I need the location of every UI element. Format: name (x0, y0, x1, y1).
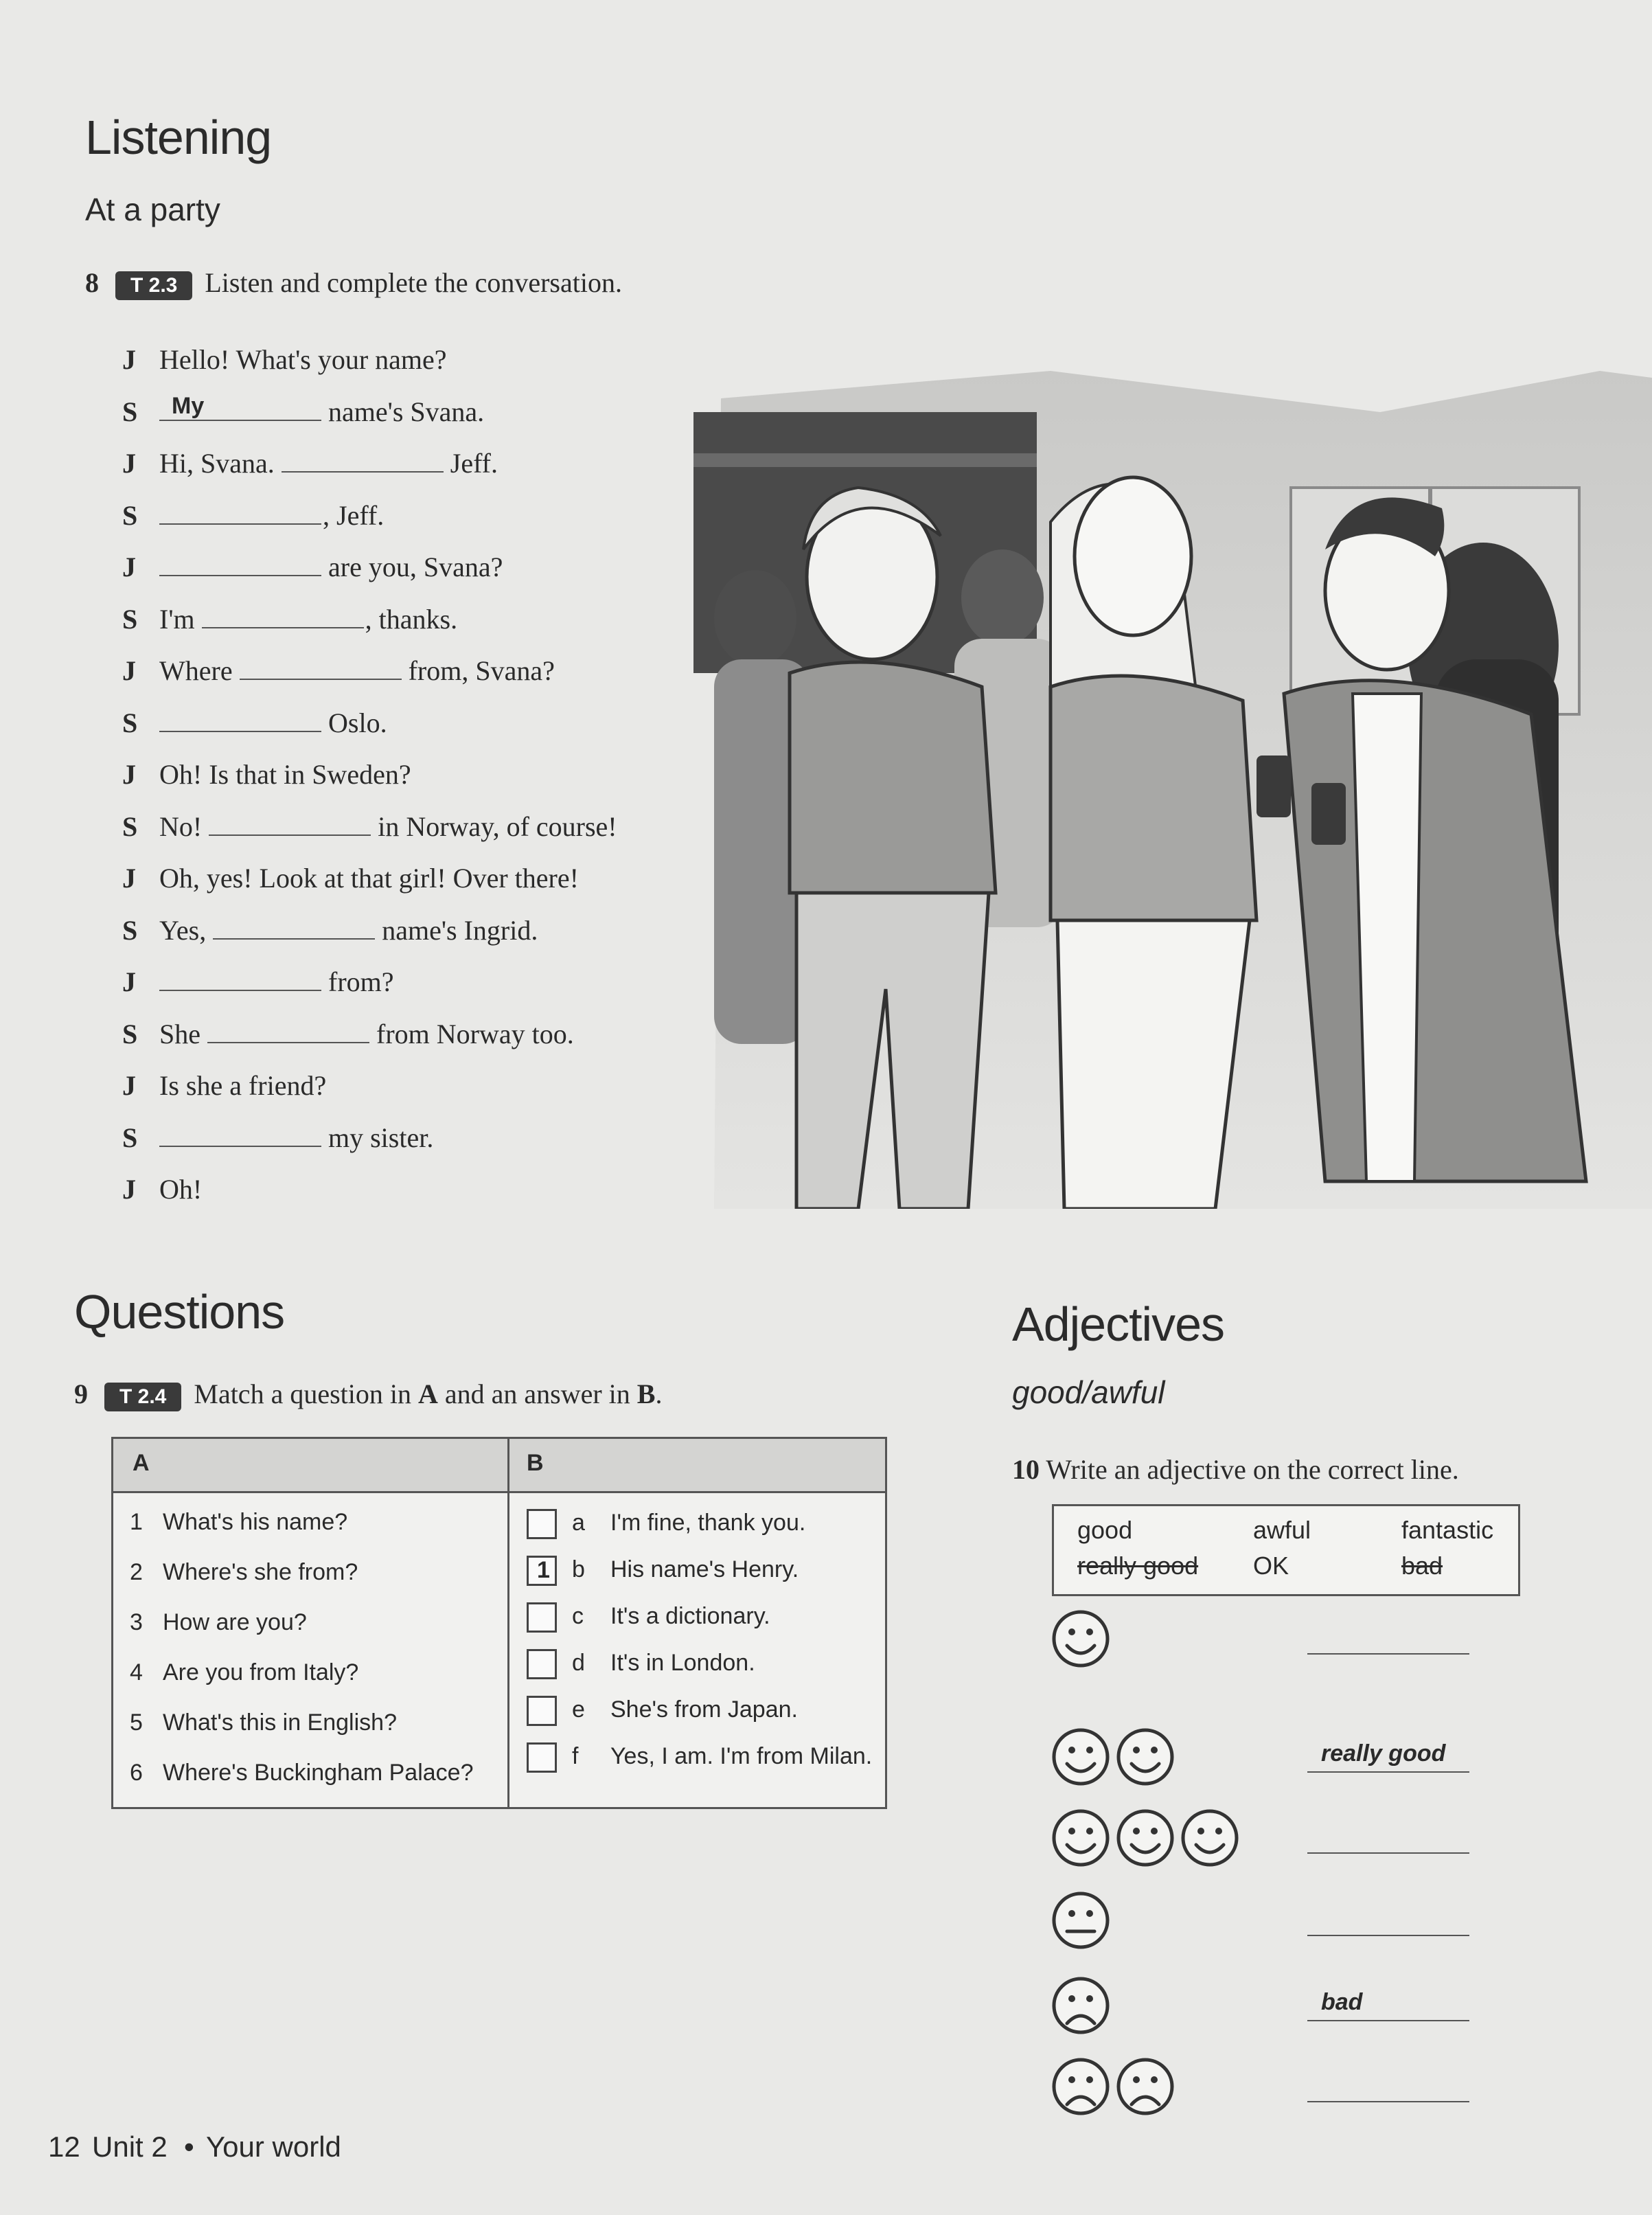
instruction-b: B (636, 1378, 656, 1409)
conversation-line (122, 551, 503, 583)
table-header (113, 1439, 885, 1493)
speaker-label: S (122, 396, 138, 427)
answer-blank[interactable] (209, 811, 371, 836)
match-table (111, 1437, 887, 1809)
conversation-line (122, 1018, 574, 1050)
conversation-line (122, 862, 579, 894)
conversation-line (122, 707, 387, 739)
speaker-label: S (122, 603, 138, 635)
conversation-line (122, 914, 538, 946)
question-text: What's this in English? (163, 1709, 397, 1736)
answer-letter: e (572, 1696, 585, 1723)
question-number: 2 (130, 1559, 143, 1585)
answer-item (527, 1742, 872, 1773)
speaker-label: S (122, 707, 138, 738)
answer-letter: f (572, 1742, 579, 1769)
line-text: Oh! Is that in Sweden? (159, 759, 411, 790)
smile-face-icon (1052, 1610, 1116, 1668)
track-badge[interactable]: T 2.4 (104, 1383, 181, 1411)
answer-blank[interactable] (159, 966, 321, 991)
word-really-good: really good (1077, 1552, 1199, 1580)
word-box (1052, 1504, 1520, 1596)
question-item (130, 1509, 347, 1536)
answer-blank[interactable] (159, 500, 321, 525)
speaker-label: J (122, 655, 136, 686)
question-text: Where's she from? (163, 1559, 358, 1585)
question-number: 6 (130, 1760, 143, 1786)
handwritten-answer: My (172, 392, 205, 419)
answer-text: Yes, I am. I'm from Milan. (610, 1742, 873, 1769)
box-value: 1 (537, 1557, 550, 1583)
exercise-10-instruction (1012, 1453, 1459, 1486)
conversation-line (122, 447, 498, 479)
line-text: name's Ingrid. (382, 914, 538, 946)
line-text: Hello! What's your name? (159, 344, 447, 375)
line-text: , Jeff. (323, 499, 385, 531)
answer-blank[interactable] (159, 392, 321, 421)
answer-blank[interactable] (202, 604, 364, 628)
speaker-label: J (122, 759, 136, 790)
answer-blank[interactable] (213, 915, 375, 940)
neutral-face-icon (1052, 1892, 1116, 1949)
question-number: 3 (130, 1609, 143, 1635)
column-a-header: A (133, 1450, 150, 1476)
speaker-label: S (122, 1122, 138, 1153)
question-text: How are you? (163, 1609, 307, 1635)
adjectives-subheading: good/awful (1012, 1374, 1165, 1410)
instruction-text: . (655, 1378, 663, 1409)
instruction-text: Listen and complete the conversation. (205, 267, 622, 298)
sad-face-icon (1052, 2058, 1181, 2115)
speaker-label: J (122, 1070, 136, 1101)
line-text: from Norway too. (376, 1018, 574, 1049)
line-text: Where (159, 655, 233, 686)
word-awful: awful (1253, 1516, 1311, 1544)
conversation-line (122, 603, 457, 635)
answer-item (527, 1556, 799, 1586)
answer-blank[interactable] (159, 552, 321, 576)
conversation-line (122, 499, 384, 532)
answer-text: His name's Henry. (610, 1556, 799, 1582)
unit-label: Unit 2 (92, 2131, 168, 2163)
word-bad: bad (1401, 1552, 1443, 1580)
answer-checkbox[interactable] (527, 1696, 557, 1726)
question-item (130, 1709, 397, 1736)
instruction-text: Write an adjective on the correct line. (1046, 1454, 1459, 1485)
line-text: from? (328, 966, 394, 997)
smile-face-icon (1052, 1728, 1181, 1786)
footer-bullet: • (184, 2131, 194, 2163)
answer-item (527, 1649, 755, 1679)
answer-blank[interactable] (159, 707, 321, 732)
answer-text: It's in London. (610, 1649, 755, 1676)
party-illustration (693, 371, 1652, 1209)
adjective-answer-line[interactable] (1307, 1652, 1469, 1655)
answer-checkbox[interactable] (527, 1602, 557, 1633)
adjective-answer-line[interactable] (1307, 1852, 1469, 1854)
answer-checkbox[interactable] (527, 1509, 557, 1539)
line-text: Oh! (159, 1174, 203, 1205)
conversation-line (122, 1069, 326, 1102)
answer-blank[interactable] (240, 655, 402, 680)
column-b-header: B (527, 1450, 544, 1476)
line-text: Oslo. (328, 707, 387, 738)
unit-title: Your world (206, 2131, 341, 2163)
instruction-text: and an answer in (437, 1378, 637, 1409)
answer-item (527, 1602, 770, 1633)
adjective-answer-line[interactable] (1307, 1740, 1469, 1773)
answer-text: She's from Japan. (610, 1696, 798, 1723)
speaker-label: J (122, 966, 136, 997)
exercise-number: 10 (1012, 1454, 1040, 1485)
line-text: No! (159, 810, 203, 842)
line-text: Oh, yes! Look at that girl! Over there! (159, 863, 579, 894)
line-text: from, Svana? (408, 655, 555, 686)
exercise-9-instruction (74, 1378, 662, 1411)
conversation-line (122, 810, 617, 843)
answer-checkbox[interactable] (527, 1742, 557, 1773)
answer-letter: c (572, 1602, 584, 1629)
question-text: Where's Buckingham Palace? (163, 1760, 474, 1786)
speaker-label: S (122, 499, 138, 531)
exercise-number: 8 (85, 267, 99, 298)
answer-letter: b (572, 1556, 585, 1582)
instruction-a: A (417, 1378, 438, 1409)
line-text: are you, Svana? (328, 552, 503, 582)
speaker-label: S (122, 914, 138, 946)
answer-checkbox[interactable] (527, 1556, 557, 1586)
question-item (130, 1559, 358, 1586)
conversation-line (122, 343, 447, 376)
question-number: 5 (130, 1709, 143, 1736)
track-badge[interactable]: T 2.3 (115, 271, 192, 300)
instruction-text: Match a question in (194, 1378, 418, 1409)
word-fantastic: fantastic (1401, 1516, 1494, 1544)
adjective-answer-line[interactable] (1307, 1989, 1469, 2021)
answer-blank[interactable] (159, 1122, 321, 1147)
line-text: my sister. (328, 1122, 434, 1153)
answer-checkbox[interactable] (527, 1649, 557, 1679)
answer-item (527, 1509, 805, 1539)
line-text: I'm (159, 603, 195, 635)
question-item (130, 1609, 307, 1636)
speaker-label: J (122, 1174, 136, 1205)
answer-blank[interactable] (207, 1019, 369, 1043)
conversation-line (122, 392, 485, 428)
line-text: in Norway, of course! (378, 810, 617, 842)
line-text: Is she a friend? (159, 1070, 327, 1101)
speaker-label: J (122, 344, 136, 375)
adjectives-heading: Adjectives (1012, 1297, 1225, 1351)
line-text: Yes, (159, 914, 207, 946)
speaker-label: J (122, 863, 136, 894)
answer-text: It's a dictionary. (610, 1602, 770, 1629)
conversation-line (122, 966, 394, 998)
exercise-number: 9 (74, 1378, 88, 1409)
questions-heading: Questions (74, 1285, 285, 1339)
question-item (130, 1760, 474, 1786)
line-text: Jeff. (450, 448, 498, 479)
word-good: good (1077, 1516, 1133, 1544)
exercise-8-instruction (85, 266, 622, 300)
adjective-answer-line[interactable] (1307, 2100, 1469, 2102)
conversation-line (122, 1173, 202, 1205)
listening-heading: Listening (85, 111, 272, 164)
table-divider (507, 1439, 509, 1807)
answer-item (527, 1696, 798, 1726)
question-text: What's his name? (163, 1509, 348, 1535)
speaker-label: J (122, 552, 136, 582)
line-text: name's Svana. (328, 396, 485, 427)
speaker-label: J (122, 448, 136, 479)
conversation-line (122, 758, 411, 791)
question-number: 4 (130, 1659, 143, 1685)
handwritten-answer: really good (1321, 1740, 1446, 1767)
answer-blank[interactable] (282, 448, 444, 473)
listening-subheading: At a party (85, 192, 220, 227)
conversation-line (122, 655, 555, 687)
word-ok: OK (1253, 1552, 1289, 1580)
page-number: 12 (48, 2131, 80, 2163)
answer-text: I'm fine, thank you. (610, 1509, 806, 1536)
adjective-answer-line[interactable] (1307, 1934, 1469, 1936)
question-number: 1 (130, 1509, 143, 1535)
answer-letter: d (572, 1649, 585, 1676)
question-item (130, 1659, 358, 1686)
conversation-line (122, 1122, 433, 1154)
sad-face-icon (1052, 1977, 1116, 2034)
question-text: Are you from Italy? (163, 1659, 359, 1685)
speaker-label: S (122, 1018, 138, 1049)
smile-face-icon (1052, 1809, 1246, 1867)
line-text: Hi, Svana. (159, 448, 275, 479)
line-text: She (159, 1018, 200, 1049)
speaker-label: S (122, 810, 138, 842)
handwritten-answer: bad (1321, 1989, 1363, 2015)
answer-letter: a (572, 1509, 585, 1536)
line-text: , thanks. (365, 603, 458, 635)
